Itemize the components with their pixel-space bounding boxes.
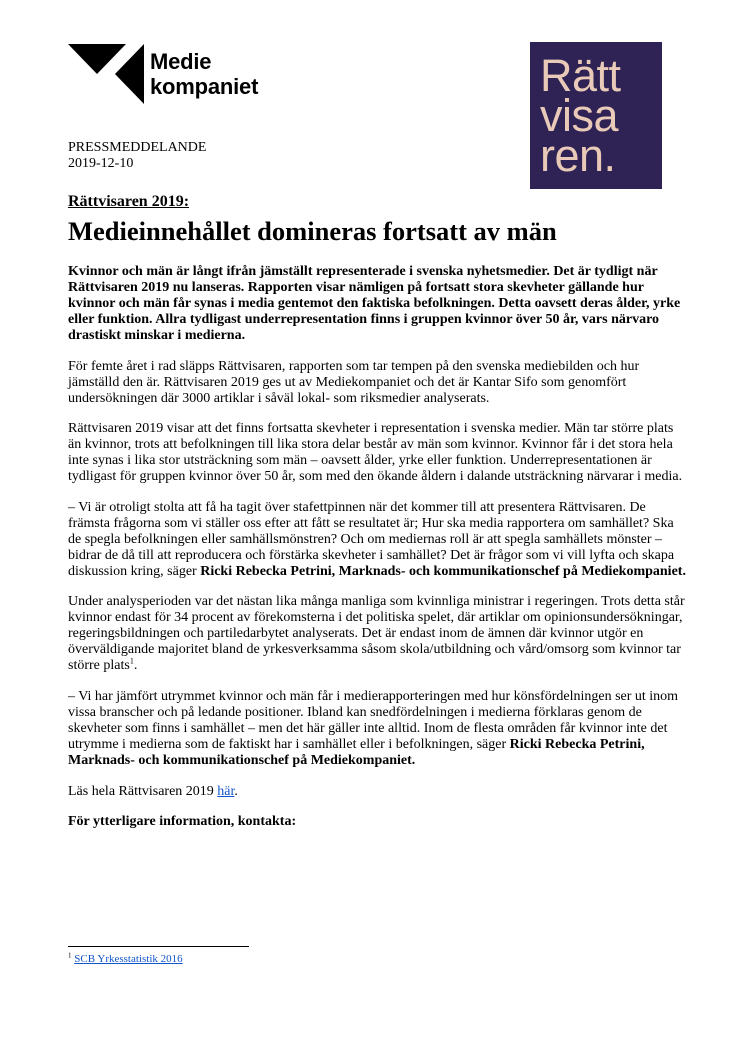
rattvisaren-logo-line3: ren. bbox=[540, 130, 616, 181]
logo-text-line1: Medie bbox=[150, 49, 212, 74]
rattvisaren-logo-line2: visa bbox=[540, 90, 619, 141]
paragraph-3-text: – Vi är otroligt stolta att få ha tagit över stafettpinnen när det kommer till att presentera Rättvisaren. De främsta frågorna som vi ställer oss efter att fått se resultatet är; Hur ska media rapportera om samhället? Ska de spegla befolkningen eller samhällsmönstren? Och om mediernas roll är att spegla samhällets mönster – bidrar de då till att reproducera och förstärka skevheter i samhället? Det är frågor som vi vill lyfta och skapa diskussion kring, säger bbox=[68, 499, 675, 579]
footnote-source-link[interactable]: SCB Yrkesstatistik 2016 bbox=[74, 953, 183, 965]
paragraph-5-speaker: Ricki Rebecka Petrini, Marknads- och kommunikationschef på Mediekompaniet. bbox=[68, 736, 645, 768]
paragraph-1: För femte året i rad släpps Rättvisaren, rapporten som tar tempen på den svenska mediebilden och hur jämställd den är. Rättvisaren 2019 ges ut av Mediekompaniet och det är Kantar Sifo som genomfört undersökningen där 3000 artiklar i såväl lokal- som riksmedier analyserats. bbox=[68, 358, 640, 406]
paragraph-6 bbox=[68, 784, 688, 800]
mediekompaniet-logo-icon bbox=[68, 44, 144, 104]
paragraph-6-text: Läs hela Rättvisaren 2019 bbox=[68, 783, 218, 799]
document-body bbox=[68, 264, 688, 845]
paragraph-4-text: Under analysperioden var det nästan lika många manliga som kvinnliga ministrar i regeringen. Trots detta står kvinnor endast för 34 procent av förekomsterna i det politiska spelet, där artiklar om opinionsundersökningar, regeringsbildningen och partiledarbytet analyserats. Det är endast inom de ämnen där kvinnor utgör en överväldigande majoritet bland de yrkesverksamma såsom skola/utbildning och vård/omsorg som kvinnor tar större plats bbox=[68, 594, 685, 674]
press-header bbox=[68, 140, 206, 172]
paragraph-6-end: . bbox=[234, 783, 238, 799]
paragraph-4-end: . bbox=[133, 658, 138, 674]
paragraph-4 bbox=[68, 594, 688, 674]
press-release-date: 2019-12-10 bbox=[68, 156, 134, 171]
mediekompaniet-logo bbox=[68, 44, 298, 104]
footnote bbox=[68, 953, 183, 966]
paragraph-3 bbox=[68, 500, 688, 580]
footnote-reference[interactable]: 1 bbox=[129, 656, 134, 666]
document-title: Medieinnehållet domineras fortsatt av män bbox=[68, 216, 557, 246]
logo-text-line2: kompaniet bbox=[150, 74, 259, 99]
lead-paragraph: Kvinnor och män är långt ifrån jämställt representerade i svenska nyhetsmedier. Det är tydligt när Rättvisaren 2019 nu lanseras. Rapporten visar nämligen på fortsatt stora skevheter gällande hur kvinnor och män får synas i media gentemot den faktiska befolkningen. Detta oavsett deras ålder, yrke eller funktion. Allra tydligast underrepresentation finns i gruppen kvinnor över 50 år, vars närvaro drastiskt minskar i medierna. bbox=[68, 264, 681, 343]
document-subtitle: Rättvisaren 2019: bbox=[68, 193, 190, 210]
paragraph-3-speaker: Ricki Rebecka Petrini, Marknads- och kommunikationschef på Mediekompaniet. bbox=[200, 563, 686, 579]
contact-heading bbox=[68, 814, 688, 830]
mediekompaniet-wordmark bbox=[150, 49, 258, 99]
paragraph-2: Rättvisaren 2019 visar att det finns fortsatta skevheter i representation i svenska medier. Män tar större plats än kvinnor, trots att befolkningen till lika stora delar består av män som kvinnor. Kvinnor får i det stora hela inte synas i lika stor utsträckning som män – oavsett ålder, yrke eller funktion. Underrepresentationen är tydligast för gruppen kvinnor över 50 år, som med den ökande åldern i dalande utsträckning närvarar i media. bbox=[68, 421, 683, 485]
press-release-label: PRESSMEDDELANDE bbox=[68, 140, 207, 155]
paragraph-5-text: – Vi har jämfört utrymmet kvinnor och män får i medierapporteringen med hur könsfördelningen ser ut inom vissa branscher och på ledande positioner. Ibland kan snedfördelningen i medierna förklaras genom de skevheter som finns i samhället – men det här gäller inte alltid. Inom de flesta områden får kvinnor inte det utrymme i medierna som de faktiskt har i samhället eller i befolkningen, säger bbox=[68, 688, 679, 752]
footnote-number: 1 bbox=[68, 951, 72, 960]
footnote-divider bbox=[68, 946, 249, 947]
paragraph-5 bbox=[68, 689, 688, 769]
rattvisaren-logo bbox=[530, 42, 662, 189]
rattvisaren-logo-line1: Rätt bbox=[540, 50, 621, 101]
contact-heading-text: För ytterligare information, kontakta: bbox=[68, 814, 297, 830]
read-report-link[interactable]: här bbox=[217, 783, 235, 799]
